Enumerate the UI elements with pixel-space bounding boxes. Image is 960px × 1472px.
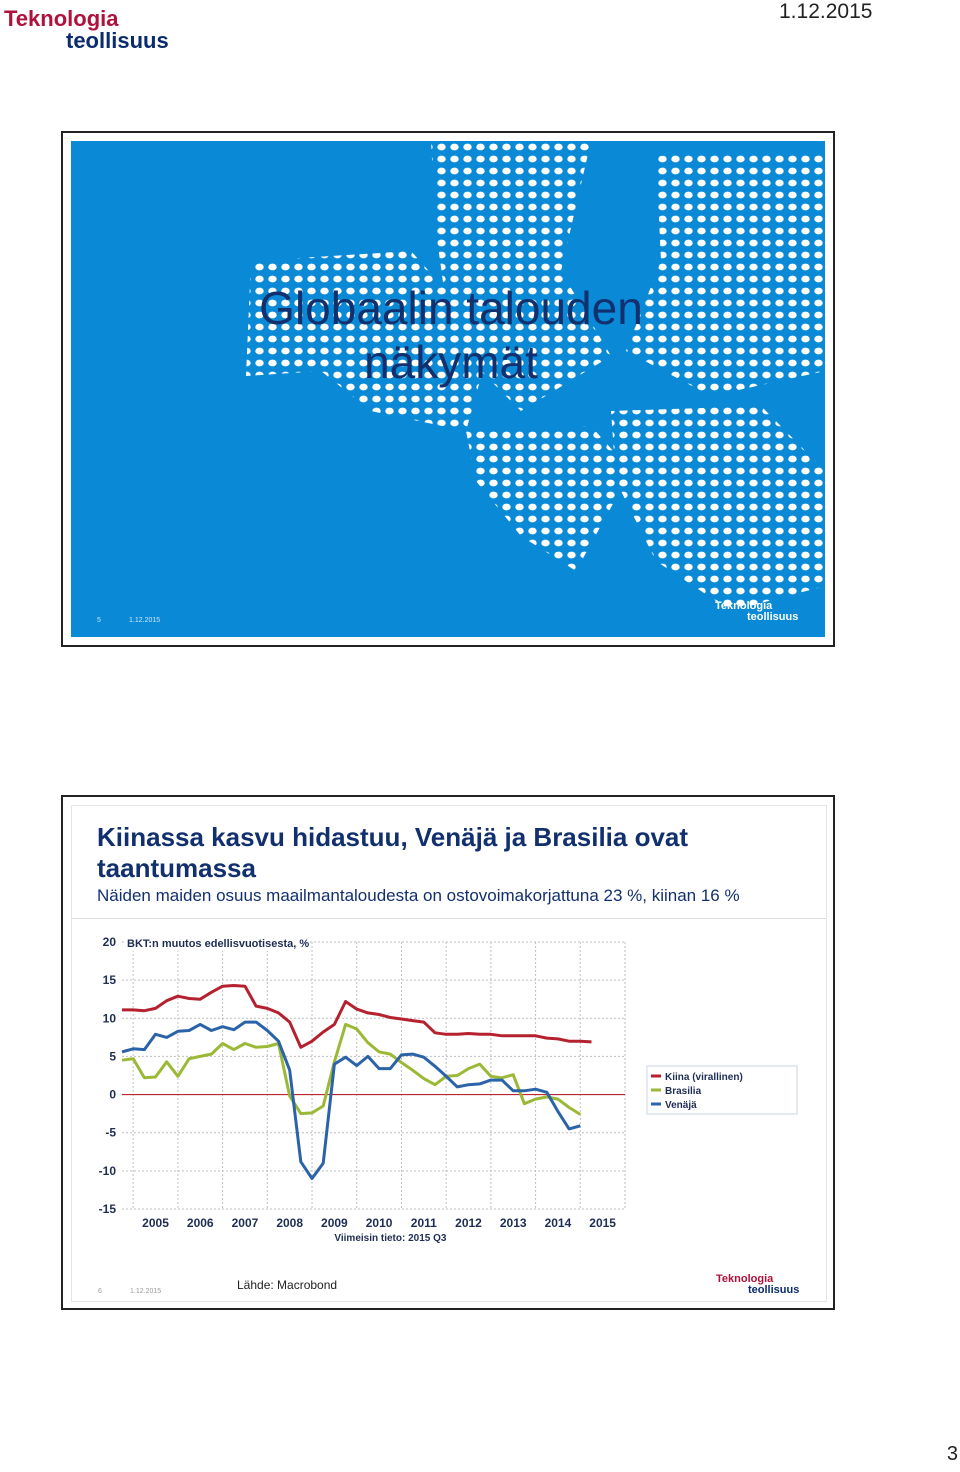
slide2-logo <box>716 1274 799 1296</box>
slide1-logo-line2: teollisuus <box>747 611 799 623</box>
source-note: Lähde: Macrobond <box>237 1278 338 1292</box>
slide1-logo <box>715 601 798 623</box>
slide1-number: 5 <box>97 617 101 624</box>
x-tick-label: 2006 <box>186 1216 214 1230</box>
slide2-number: 6 <box>98 1288 102 1295</box>
header-date: 1.12.2015 <box>779 0 873 23</box>
x-tick-label: 2013 <box>499 1216 527 1230</box>
slide-thumbnail-5[interactable] <box>61 131 835 647</box>
y-tick-label: 10 <box>102 1011 116 1026</box>
x-tick-label: 2007 <box>231 1216 259 1230</box>
slide2-logo-line1: Teknologia <box>716 1273 774 1285</box>
series-line <box>122 1024 580 1114</box>
y-tick-label: 20 <box>102 935 116 949</box>
y-tick-label: -15 <box>98 1202 116 1216</box>
x-tick-label: 2012 <box>455 1216 482 1230</box>
header-logo <box>4 8 169 52</box>
page-number: 3 <box>946 1443 958 1465</box>
x-tick-label: 2009 <box>321 1216 348 1230</box>
y-tick-label: 15 <box>102 973 116 988</box>
legend-label: Kiina (virallinen) <box>665 1072 743 1083</box>
slide2-title <box>97 822 797 884</box>
y-tick-label: -10 <box>98 1163 116 1178</box>
y-tick-label: -5 <box>105 1125 116 1140</box>
x-tick-label: 2008 <box>276 1216 304 1230</box>
y-tick-label: 5 <box>109 1049 116 1064</box>
legend-label: Brasilia <box>665 1086 702 1097</box>
slide1-title-line2: näkymät <box>364 336 538 388</box>
slide2-date: 1.12.2015 <box>130 1288 162 1295</box>
snowflake-arm-bottom-right <box>611 406 825 611</box>
slide1-date: 1.12.2015 <box>129 617 161 624</box>
snowflake-pattern-graphic <box>71 141 825 637</box>
slide1-logo-line1: Teknologia <box>715 600 773 612</box>
x-tick-label: 2011 <box>410 1216 437 1230</box>
slide2-title-line1: Kiinassa kasvu hidastuu, Venäjä ja Brasilia ovat <box>97 822 689 852</box>
slide2-subtitle: Näiden maiden osuus maailmantaloudesta on ostovoimakorjattuna 23 %, kiinan 16 % <box>97 886 740 905</box>
y-tick-label: 0 <box>109 1087 116 1102</box>
x-tick-label: 2010 <box>365 1216 393 1230</box>
x-tick-label: 2005 <box>142 1216 169 1230</box>
slide2-title-line2: taantumassa <box>97 853 256 883</box>
snowflake-arm-bottom-left <box>466 426 631 571</box>
legend-label: Venäjä <box>665 1100 697 1111</box>
x-tick-label: 2014 <box>544 1216 572 1230</box>
gdp-growth-line-chart <box>72 919 826 1249</box>
x-tick-label: 2015 <box>589 1216 616 1230</box>
header-logo-line2: teollisuus <box>66 28 169 53</box>
header-logo-line1: Teknologia <box>4 6 119 31</box>
slide1-title-line1: Globaalin talouden <box>259 282 643 334</box>
chart-panel <box>72 918 826 1249</box>
chart-title: BKT:n muutos edellisvuotisesta, % <box>127 938 310 950</box>
series-line <box>122 1022 580 1178</box>
slide2-logo-line2: teollisuus <box>748 1284 800 1296</box>
slide-thumbnail-6[interactable] <box>61 795 835 1310</box>
slide2-background <box>71 805 827 1302</box>
slide1-background <box>71 141 825 637</box>
slide1-title <box>191 281 711 389</box>
chart-note: Viimeisin tieto: 2015 Q3 <box>334 1233 447 1244</box>
